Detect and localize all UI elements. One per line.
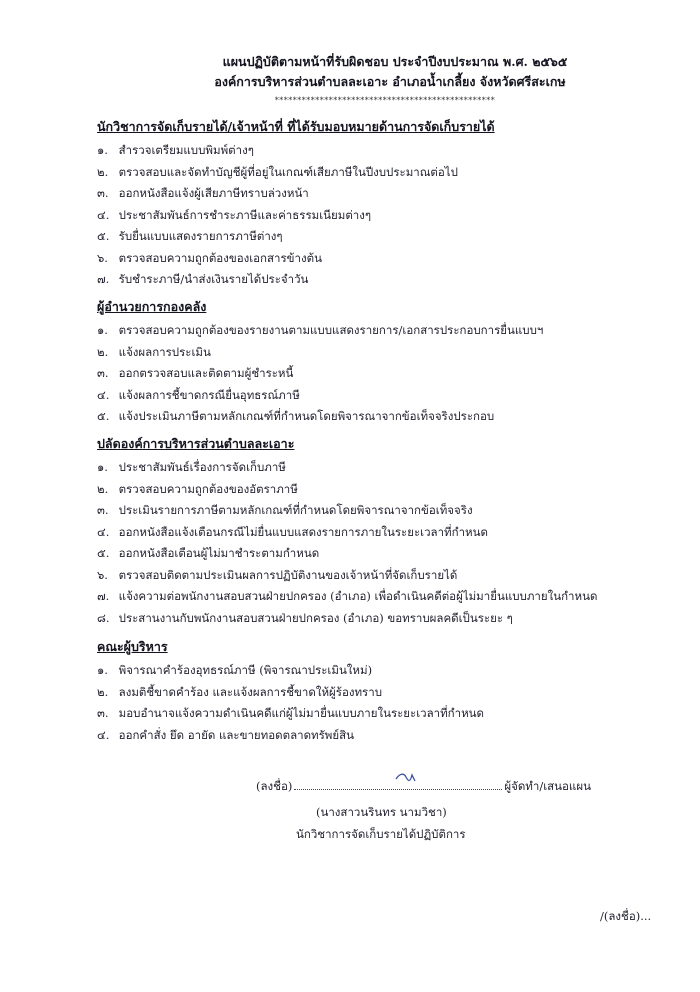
item-text: ลงมติชี้ขาดคำร้อง และแจ้งผลการชี้ขาดให้ผู้ร้องทราบ <box>118 684 382 699</box>
item-text: แจ้งประเมินภาษีตามหลักเกณฑ์ที่กำหนดโดยพิจารณาจากข้อเท็จจริงประกอบ <box>118 409 495 423</box>
list-item <box>97 248 637 270</box>
item-number: ๘. <box>97 610 110 625</box>
document-header <box>0 52 700 108</box>
item-number: ๔. <box>97 524 110 539</box>
sign-prefix: (ลงชื่อ) <box>256 779 293 793</box>
section-executive-board <box>97 637 637 746</box>
item-number: ๓. <box>97 366 109 380</box>
item-number: ๓. <box>97 503 109 517</box>
item-text: แจ้งผลการชี้ขาดกรณียื่นอุทธรณ์ภาษี <box>118 387 300 402</box>
item-text: ประชาสัมพันธ์การชำระภาษีและค่าธรรมเนียมต่างๆ <box>118 207 372 222</box>
signer-name: (นางสาวนรินทร นามวิชา) <box>316 805 447 819</box>
list-item <box>97 543 637 565</box>
item-text: ออกคำสั่ง ยึด อายัด และขายทอดตลาดทรัพย์สิน <box>118 727 355 742</box>
item-number: ๔. <box>97 727 110 742</box>
item-text: ประเมินรายการภาษีตามหลักเกณฑ์ที่กำหนดโดยพิจารณาจากข้อเท็จจริง <box>118 503 473 517</box>
item-number: ๑. <box>97 663 108 677</box>
item-text: ออกหนังสือแจ้งเตือนกรณีไม่ยื่นแบบแสดงรายการภายในระยะเวลาที่กำหนด <box>118 524 488 539</box>
star-separator: ************************************************* <box>274 96 496 105</box>
item-text: แจ้งความต่อพนักงานสอบสวนฝ่ายปกครอง (อำเภอ) เพื่อดำเนินคดีต่อผู้ไม่มายื่นแบบภายในกำหนด <box>118 589 598 603</box>
list-item <box>97 457 637 479</box>
item-text: มอบอำนาจแจ้งความดำเนินคดีแก่ผู้ไม่มายื่นแบบภายในระยะเวลาที่กำหนด <box>118 706 485 720</box>
list-item <box>97 205 637 227</box>
item-number: ๔. <box>97 207 110 222</box>
sign-suffix: ผู้จัดทำ/เสนอแผน <box>504 779 591 793</box>
list-item <box>97 385 637 407</box>
list-item <box>97 586 637 608</box>
organization-line: องค์การบริหารส่วนตำบลละเอาะ อำเภอน้ำเกลี้ยง จังหวัดศรีสะเกษ <box>214 74 566 89</box>
list-item <box>97 725 637 747</box>
section-title: นักวิชาการจัดเก็บรายได้/เจ้าหน้าที่ ที่ได้รับมอบหมายด้านการจัดเก็บรายได้ <box>97 119 495 134</box>
signature-dots <box>294 779 502 790</box>
item-text: ตรวจสอบความถูกต้องของรายงานตามแบบแสดงรายการ/เอกสารประกอบการยื่นแบบฯ <box>118 323 544 337</box>
item-number: ๕. <box>97 229 110 243</box>
item-number: ๕. <box>97 546 110 560</box>
section-title: ผู้อำนวยการกองคลัง <box>97 299 207 314</box>
item-number: ๑. <box>97 460 108 474</box>
item-number: ๓. <box>97 706 109 720</box>
section-title: ปลัดองค์การบริหารส่วนตำบลละเอาะ <box>97 436 295 451</box>
list-item <box>97 565 637 587</box>
item-text: สำรวจเตรียมแบบพิมพ์ต่างๆ <box>118 143 254 157</box>
list-item <box>97 226 637 248</box>
item-text: พิจารณาคำร้องอุทธรณ์ภาษี (พิจารณาประเมินใหม่) <box>118 663 373 677</box>
item-number: ๔. <box>97 387 110 402</box>
list-item <box>97 479 637 501</box>
item-number: ๗. <box>97 272 110 286</box>
item-text: ตรวจสอบความถูกต้องของอัตราภาษี <box>118 481 298 496</box>
section-title: คณะผู้บริหาร <box>97 639 168 654</box>
item-number: ๓. <box>97 186 109 200</box>
item-text: รับยื่นแบบแสดงรายการภาษีต่างๆ <box>118 229 283 243</box>
item-text: แจ้งผลการประเมิน <box>118 344 211 359</box>
item-number: ๒. <box>97 481 109 496</box>
list-item <box>97 500 637 522</box>
item-text: ออกตรวจสอบและติดตามผู้ชำระหนี้ <box>118 366 294 380</box>
item-text: รับชำระภาษี/นำส่งเงินรายได้ประจำวัน <box>118 272 309 286</box>
document-title: แผนปฏิบัติตามหน้าที่รับผิดชอบ ประจำปีงบประมาณ พ.ศ. ๒๕๖๕ <box>222 54 568 69</box>
item-text: ออกหนังสือแจ้งผู้เสียภาษีทราบล่วงหน้า <box>118 186 309 200</box>
item-number: ๖. <box>97 250 108 265</box>
list-item <box>97 342 637 364</box>
list-item <box>97 363 637 385</box>
item-text: ตรวจสอบและจัดทำบัญชีผู้ที่อยู่ในเกณฑ์เสียภาษีในปีงบประมาณต่อไป <box>118 164 458 179</box>
item-number: ๒. <box>97 164 109 179</box>
item-number: ๒. <box>97 684 109 699</box>
list-item <box>97 608 637 630</box>
list-item <box>97 183 637 205</box>
list-item <box>97 320 637 342</box>
list-item <box>97 269 637 291</box>
item-number: ๗. <box>97 589 110 603</box>
item-text: ตรวจสอบติดตามประเมินผลการปฏิบัติงานของเจ้าหน้าที่จัดเก็บรายได้ <box>118 567 458 582</box>
item-text: ตรวจสอบความถูกต้องของเอกสารข้างต้น <box>118 250 322 265</box>
item-text: ออกหนังสือเตือนผู้ไม่มาชำระตามกำหนด <box>118 546 320 560</box>
section-revenue-officer <box>97 117 637 291</box>
handwritten-signature-icon <box>394 769 418 789</box>
section-chief-administrator <box>97 434 637 629</box>
item-number: ๑. <box>97 143 108 157</box>
list-item <box>97 162 637 184</box>
item-text: ประชาสัมพันธ์เรื่องการจัดเก็บภาษี <box>118 460 286 474</box>
list-item <box>97 406 637 428</box>
item-text: ประสานงานกับพนักงานสอบสวนฝ่ายปกครอง (อำเภอ) ขอทราบผลคดีเป็นระยะ ๆ <box>118 610 513 625</box>
item-number: ๖. <box>97 567 108 582</box>
signer-position: นักวิชาการจัดเก็บรายได้ปฏิบัติการ <box>296 827 466 841</box>
item-number: ๑. <box>97 323 108 337</box>
signature-line <box>256 778 591 796</box>
continuation-note: /(ลงชื่อ)... <box>600 909 652 923</box>
list-item <box>97 140 637 162</box>
item-number: ๒. <box>97 344 109 359</box>
list-item <box>97 522 637 544</box>
list-item <box>97 660 637 682</box>
item-number: ๕. <box>97 409 110 423</box>
list-item <box>97 703 637 725</box>
list-item <box>97 682 637 704</box>
section-finance-director <box>97 297 637 428</box>
